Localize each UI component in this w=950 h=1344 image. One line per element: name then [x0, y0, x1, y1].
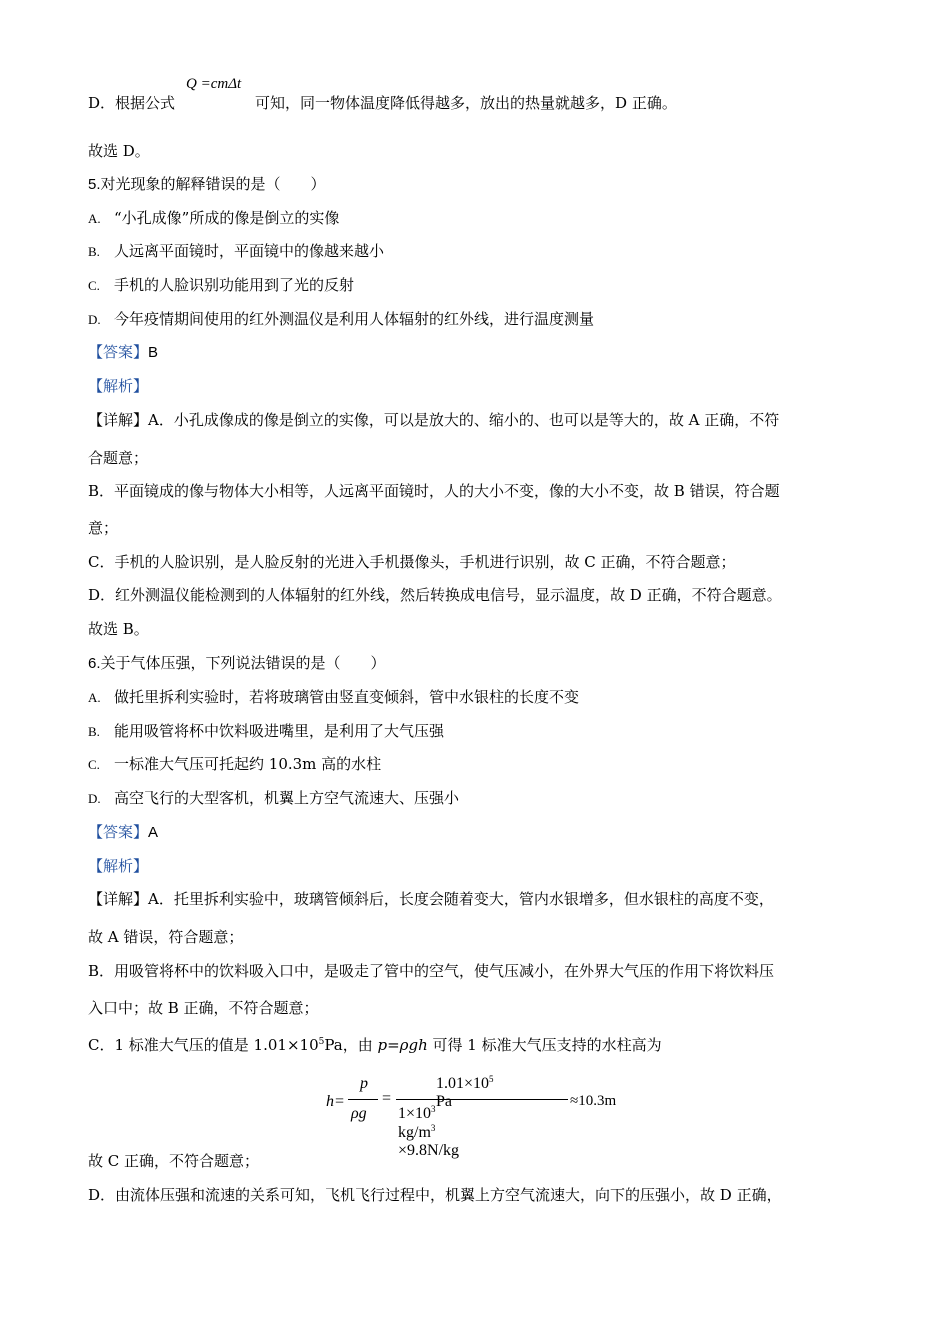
- c-formula: p=ρgh: [377, 1036, 428, 1054]
- option-label: C.: [88, 278, 100, 293]
- c-part3: 可得 1 标准大气压支持的水柱高为: [427, 1036, 662, 1054]
- answer-tag: 【答案】: [88, 823, 149, 841]
- option-label: D.: [88, 791, 101, 806]
- question-text: 对光现象的解释错误的是（ ）: [100, 175, 326, 193]
- q5-option-a: [88, 207, 339, 230]
- fraction-2-denominator: [398, 1104, 459, 1160]
- option-text: 做托里拆利实验时，若将玻璃管由竖直变倾斜，管中水银柱的长度不变: [114, 688, 580, 706]
- q5-conclusion: 故选 B。: [88, 620, 149, 638]
- option-text: 人远离平面镜时，平面镜中的像越来越小: [114, 242, 385, 260]
- q6-detail-4: 入口中；故 B 正确，不符合题意；: [88, 999, 319, 1017]
- q6-c-line: [88, 1031, 662, 1056]
- q5-answer: [88, 341, 158, 364]
- q5-detail-6: D．红外测温仪能检测到的人体辐射的红外线，然后转换成电信号，显示温度，故 D 正确，不符合题意。: [88, 586, 782, 604]
- q5-detail-3: B．平面镜成的像与物体大小相等，人远离平面镜时，人的大小不变，像的大小不变，故 B 错误，符合题: [88, 482, 780, 500]
- d-prefix: D．根据公式: [88, 94, 176, 112]
- d-statement: [88, 92, 677, 114]
- fraction-1-bar: [348, 1099, 378, 1100]
- question-text: 关于气体压强，下列说法错误的是（ ）: [100, 654, 386, 672]
- fraction-1-denominator: ρg: [351, 1105, 367, 1122]
- option-label: C.: [88, 757, 100, 772]
- option-label: D.: [88, 312, 101, 327]
- answer-tag: 【答案】: [88, 343, 149, 361]
- c-exponent: 5: [318, 1037, 325, 1047]
- den-b: kg/m: [398, 1124, 431, 1141]
- num-exp: 5: [489, 1074, 494, 1084]
- equation-lhs: h=: [326, 1093, 345, 1110]
- q6-detail-2: 故 A 错误，符合题意；: [88, 928, 244, 946]
- option-text: 一标准大气压可托起约 10.3m 高的水柱: [114, 755, 382, 773]
- q5-option-d: [88, 308, 594, 331]
- den-exp1: 3: [431, 1104, 436, 1114]
- equation-result: ≈10.3m: [570, 1093, 617, 1109]
- num-b: Pa: [436, 1093, 452, 1110]
- q5-detail-1: 【详解】A．小孔成像成的像是倒立的实像，可以是放大的、缩小的、也可以是等大的，故 A 正确，不符: [88, 411, 780, 429]
- question-6-stem: [88, 652, 386, 675]
- q6-detail-3: B．用吸管将杯中的饮料吸入口中，是吸走了管中的空气，使气压减小，在外界大气压的作用下将饮料压: [88, 962, 775, 980]
- q6-option-a: [88, 686, 579, 709]
- q5-detail-4: 意；: [88, 519, 119, 537]
- option-text: “小孔成像”所成的像是倒立的实像: [114, 209, 340, 227]
- fraction-1-numerator: p: [360, 1075, 368, 1092]
- fraction-2-bar: [396, 1099, 568, 1100]
- q5-option-b: [88, 240, 384, 263]
- option-text: 能用吸管将杯中饮料吸进嘴里，是利用了大气压强: [114, 722, 445, 740]
- heat-formula: Q =cmΔt: [186, 76, 242, 92]
- den-a: 1×10: [398, 1105, 432, 1122]
- q6-analysis-tag: 【解析】: [88, 857, 149, 875]
- c-part1: C．1 标准大气压的值是 1.01×10: [88, 1036, 319, 1054]
- question-5-stem: [88, 173, 326, 196]
- q5-analysis-tag: 【解析】: [88, 377, 149, 395]
- num-a: 1.01×10: [436, 1075, 490, 1092]
- conclusion-q4: 故选 D。: [88, 142, 150, 160]
- equation-equals: =: [382, 1090, 392, 1107]
- question-number: 6.: [88, 655, 101, 672]
- q6-option-c: [88, 753, 381, 776]
- option-text: 今年疫情期间使用的红外测温仪是利用人体辐射的红外线，进行温度测量: [114, 310, 595, 328]
- option-label: B.: [88, 724, 100, 739]
- option-label: A.: [88, 690, 101, 705]
- answer-value: B: [148, 344, 159, 361]
- q5-detail-2: 合题意；: [88, 449, 149, 467]
- q6-answer: [88, 821, 158, 844]
- q6-after-2: D．由流体压强和流速的关系可知，飞机飞行过程中，机翼上方空气流速大，向下的压强小，故 D 正确，: [88, 1186, 782, 1204]
- q5-detail-5: C．手机的人脸识别，是人脸反射的光进入手机摄像头，手机进行识别，故 C 正确，不符合题意；: [88, 553, 736, 571]
- option-text: 高空飞行的大型客机，机翼上方空气流速大、压强小: [114, 789, 460, 807]
- answer-value: A: [148, 824, 159, 841]
- c-part2: Pa，由: [324, 1036, 378, 1054]
- option-label: A.: [88, 211, 101, 226]
- q6-option-d: [88, 787, 459, 810]
- q6-after-1: 故 C 正确，不符合题意；: [88, 1152, 260, 1170]
- question-number: 5.: [88, 176, 101, 193]
- den-exp2: 3: [430, 1123, 436, 1133]
- q6-detail-1: 【详解】A．托里拆利实验中，玻璃管倾斜后，长度会随着变大，管内水银增多，但水银柱的高度不变，: [88, 890, 774, 908]
- den-c: ×9.8N/kg: [398, 1142, 460, 1159]
- option-text: 手机的人脸识别功能用到了光的反射: [114, 276, 355, 294]
- q5-option-c: [88, 274, 354, 297]
- d-suffix: 可知，同一物体温度降低得越多，放出的热量就越多，D 正确。: [255, 94, 677, 112]
- q6-option-b: [88, 720, 444, 743]
- option-label: B.: [88, 244, 100, 259]
